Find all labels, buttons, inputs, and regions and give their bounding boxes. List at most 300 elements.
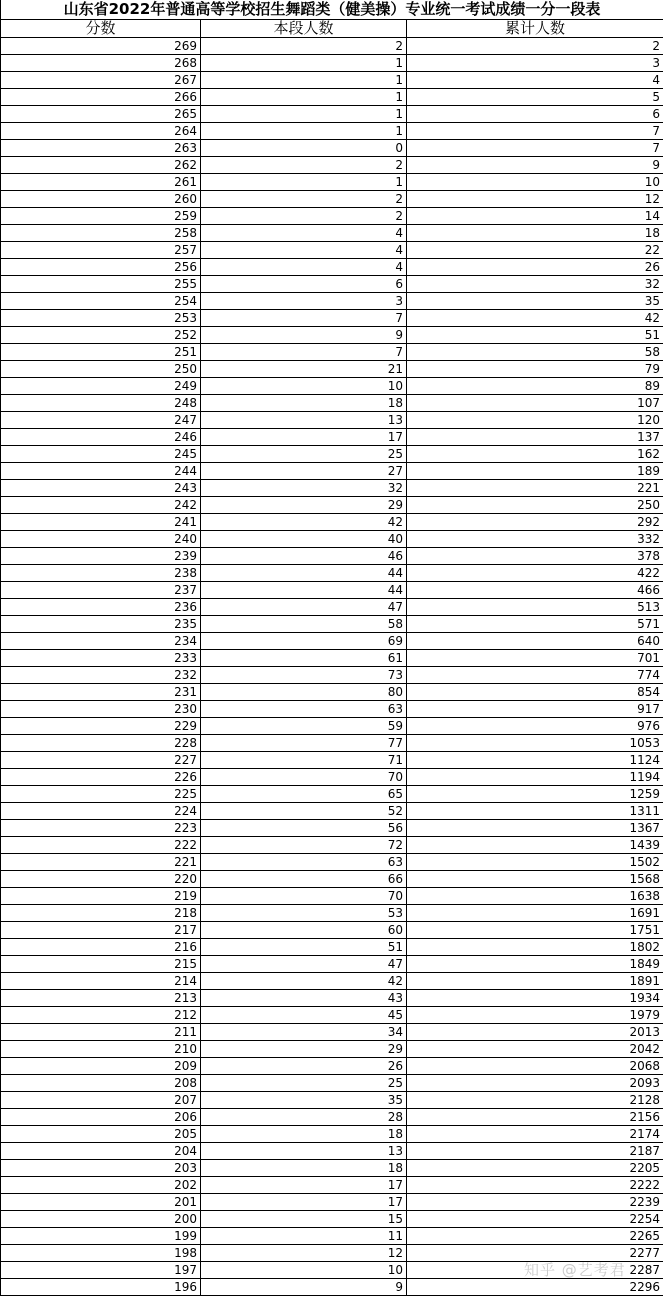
table-row [1, 224, 663, 241]
cumulative-cell: 35 [407, 292, 663, 309]
count-cell: 44 [201, 581, 407, 598]
count-cell: 73 [201, 666, 407, 683]
table-row [1, 819, 663, 836]
column-header-score: 分数 [1, 19, 201, 37]
score-cell: 263 [1, 139, 201, 156]
cumulative-cell: 51 [407, 326, 663, 343]
score-cell: 267 [1, 71, 201, 88]
table-row [1, 428, 663, 445]
cumulative-cell: 5 [407, 88, 663, 105]
count-cell: 1 [201, 71, 407, 88]
count-cell: 43 [201, 989, 407, 1006]
count-cell: 17 [201, 428, 407, 445]
table-row [1, 207, 663, 224]
count-cell: 52 [201, 802, 407, 819]
table-row [1, 1057, 663, 1074]
count-cell: 1 [201, 105, 407, 122]
score-cell: 232 [1, 666, 201, 683]
table-row [1, 1006, 663, 1023]
score-cell: 225 [1, 785, 201, 802]
table-row [1, 513, 663, 530]
table-row [1, 156, 663, 173]
count-cell: 42 [201, 513, 407, 530]
count-cell: 17 [201, 1193, 407, 1210]
table-row [1, 1261, 663, 1278]
cumulative-cell: 1979 [407, 1006, 663, 1023]
count-cell: 0 [201, 139, 407, 156]
count-cell: 6 [201, 275, 407, 292]
score-cell: 249 [1, 377, 201, 394]
table-row [1, 768, 663, 785]
table-row [1, 666, 663, 683]
cumulative-cell: 10 [407, 173, 663, 190]
score-cell: 214 [1, 972, 201, 989]
cumulative-cell: 466 [407, 581, 663, 598]
table-row [1, 394, 663, 411]
cumulative-cell: 854 [407, 683, 663, 700]
table-row [1, 1193, 663, 1210]
count-cell: 51 [201, 938, 407, 955]
cumulative-cell: 378 [407, 547, 663, 564]
count-cell: 25 [201, 445, 407, 462]
count-cell: 2 [201, 207, 407, 224]
cumulative-cell: 2265 [407, 1227, 663, 1244]
count-cell: 12 [201, 1244, 407, 1261]
cumulative-cell: 89 [407, 377, 663, 394]
table-row [1, 836, 663, 853]
cumulative-cell: 976 [407, 717, 663, 734]
table-row [1, 785, 663, 802]
cumulative-cell: 14 [407, 207, 663, 224]
table-row [1, 1244, 663, 1261]
table-row [1, 683, 663, 700]
score-cell: 228 [1, 734, 201, 751]
count-cell: 42 [201, 972, 407, 989]
table-row [1, 581, 663, 598]
cumulative-cell: 7 [407, 122, 663, 139]
cumulative-cell: 1802 [407, 938, 663, 955]
count-cell: 1 [201, 54, 407, 71]
cumulative-cell: 1259 [407, 785, 663, 802]
count-cell: 9 [201, 1278, 407, 1295]
cumulative-cell: 2205 [407, 1159, 663, 1176]
table-row [1, 54, 663, 71]
cumulative-cell: 571 [407, 615, 663, 632]
count-cell: 65 [201, 785, 407, 802]
count-cell: 7 [201, 309, 407, 326]
cumulative-cell: 189 [407, 462, 663, 479]
cumulative-cell: 1439 [407, 836, 663, 853]
table-row [1, 1210, 663, 1227]
score-cell: 200 [1, 1210, 201, 1227]
table-row [1, 309, 663, 326]
table-row [1, 377, 663, 394]
count-cell: 10 [201, 377, 407, 394]
table-row [1, 989, 663, 1006]
count-cell: 4 [201, 241, 407, 258]
table-row [1, 139, 663, 156]
count-cell: 1 [201, 173, 407, 190]
cumulative-cell: 2042 [407, 1040, 663, 1057]
cumulative-cell: 32 [407, 275, 663, 292]
cumulative-cell: 513 [407, 598, 663, 615]
count-cell: 80 [201, 683, 407, 700]
table-row [1, 615, 663, 632]
cumulative-cell: 6 [407, 105, 663, 122]
cumulative-cell: 1502 [407, 853, 663, 870]
cumulative-cell: 2128 [407, 1091, 663, 1108]
score-cell: 212 [1, 1006, 201, 1023]
score-cell: 204 [1, 1142, 201, 1159]
score-cell: 241 [1, 513, 201, 530]
score-cell: 210 [1, 1040, 201, 1057]
score-cell: 206 [1, 1108, 201, 1125]
table-row [1, 258, 663, 275]
score-cell: 211 [1, 1023, 201, 1040]
score-cell: 226 [1, 768, 201, 785]
count-cell: 63 [201, 700, 407, 717]
cumulative-cell: 58 [407, 343, 663, 360]
count-cell: 72 [201, 836, 407, 853]
table-row [1, 1023, 663, 1040]
score-cell: 208 [1, 1074, 201, 1091]
score-cell: 196 [1, 1278, 201, 1295]
table-row [1, 88, 663, 105]
table-row [1, 496, 663, 513]
cumulative-cell: 1751 [407, 921, 663, 938]
table-row [1, 1108, 663, 1125]
table-row [1, 105, 663, 122]
score-cell: 265 [1, 105, 201, 122]
table-row [1, 904, 663, 921]
count-cell: 29 [201, 496, 407, 513]
cumulative-cell: 2013 [407, 1023, 663, 1040]
count-cell: 32 [201, 479, 407, 496]
score-cell: 254 [1, 292, 201, 309]
count-cell: 71 [201, 751, 407, 768]
cumulative-cell: 22 [407, 241, 663, 258]
count-cell: 70 [201, 768, 407, 785]
cumulative-cell: 107 [407, 394, 663, 411]
count-cell: 70 [201, 887, 407, 904]
cumulative-cell: 1053 [407, 734, 663, 751]
score-cell: 203 [1, 1159, 201, 1176]
count-cell: 44 [201, 564, 407, 581]
table-title: 山东省2022年普通高等学校招生舞蹈类（健美操）专业统一考试成绩一分一段表 [1, 0, 663, 19]
cumulative-cell: 2296 [407, 1278, 663, 1295]
table-row [1, 734, 663, 751]
table-row [1, 802, 663, 819]
count-cell: 29 [201, 1040, 407, 1057]
count-cell: 27 [201, 462, 407, 479]
score-cell: 248 [1, 394, 201, 411]
score-cell: 239 [1, 547, 201, 564]
table-row [1, 1074, 663, 1091]
count-cell: 10 [201, 1261, 407, 1278]
count-cell: 4 [201, 224, 407, 241]
count-cell: 40 [201, 530, 407, 547]
score-cell: 243 [1, 479, 201, 496]
cumulative-cell: 2 [407, 37, 663, 54]
cumulative-cell: 7 [407, 139, 663, 156]
cumulative-cell: 2239 [407, 1193, 663, 1210]
cumulative-cell: 137 [407, 428, 663, 445]
score-cell: 197 [1, 1261, 201, 1278]
count-cell: 25 [201, 1074, 407, 1091]
score-cell: 209 [1, 1057, 201, 1074]
table-row [1, 479, 663, 496]
table-row [1, 275, 663, 292]
cumulative-cell: 332 [407, 530, 663, 547]
table-row [1, 887, 663, 904]
table-row [1, 632, 663, 649]
cumulative-cell: 2156 [407, 1108, 663, 1125]
score-cell: 220 [1, 870, 201, 887]
cumulative-cell: 1124 [407, 751, 663, 768]
score-cell: 229 [1, 717, 201, 734]
score-cell: 237 [1, 581, 201, 598]
cumulative-cell: 2093 [407, 1074, 663, 1091]
table-body [1, 37, 663, 1295]
score-cell: 227 [1, 751, 201, 768]
score-cell: 202 [1, 1176, 201, 1193]
count-cell: 60 [201, 921, 407, 938]
score-cell: 261 [1, 173, 201, 190]
cumulative-cell: 18 [407, 224, 663, 241]
cumulative-cell: 2222 [407, 1176, 663, 1193]
score-cell: 247 [1, 411, 201, 428]
cumulative-cell: 12 [407, 190, 663, 207]
count-cell: 63 [201, 853, 407, 870]
header-row [1, 19, 663, 37]
count-cell: 2 [201, 190, 407, 207]
count-cell: 13 [201, 411, 407, 428]
count-cell: 18 [201, 394, 407, 411]
score-cell: 205 [1, 1125, 201, 1142]
score-cell: 250 [1, 360, 201, 377]
score-cell: 207 [1, 1091, 201, 1108]
count-cell: 18 [201, 1125, 407, 1142]
table-row [1, 1159, 663, 1176]
cumulative-cell: 1367 [407, 819, 663, 836]
cumulative-cell: 917 [407, 700, 663, 717]
count-cell: 1 [201, 88, 407, 105]
count-cell: 77 [201, 734, 407, 751]
cumulative-cell: 1934 [407, 989, 663, 1006]
count-cell: 21 [201, 360, 407, 377]
table-row [1, 1091, 663, 1108]
table-row [1, 955, 663, 972]
score-cell: 231 [1, 683, 201, 700]
score-cell: 236 [1, 598, 201, 615]
cumulative-cell: 2174 [407, 1125, 663, 1142]
cumulative-cell: 26 [407, 258, 663, 275]
table-row [1, 564, 663, 581]
count-cell: 26 [201, 1057, 407, 1074]
count-cell: 59 [201, 717, 407, 734]
cumulative-cell: 2287 [407, 1261, 663, 1278]
title-row [1, 0, 663, 19]
cumulative-cell: 2068 [407, 1057, 663, 1074]
count-cell: 58 [201, 615, 407, 632]
count-cell: 28 [201, 1108, 407, 1125]
count-cell: 1 [201, 122, 407, 139]
cumulative-cell: 1891 [407, 972, 663, 989]
score-cell: 269 [1, 37, 201, 54]
score-cell: 233 [1, 649, 201, 666]
table-row [1, 122, 663, 139]
count-cell: 61 [201, 649, 407, 666]
score-cell: 251 [1, 343, 201, 360]
score-cell: 259 [1, 207, 201, 224]
score-cell: 244 [1, 462, 201, 479]
table-row [1, 547, 663, 564]
table-row [1, 411, 663, 428]
cumulative-cell: 2187 [407, 1142, 663, 1159]
watermark: 知乎 @艺考君 [524, 1261, 626, 1279]
score-cell: 224 [1, 802, 201, 819]
cumulative-cell: 1194 [407, 768, 663, 785]
table-row [1, 71, 663, 88]
column-header-count: 本段人数 [201, 19, 407, 37]
cumulative-cell: 9 [407, 156, 663, 173]
score-cell: 253 [1, 309, 201, 326]
table-row [1, 751, 663, 768]
cumulative-cell: 422 [407, 564, 663, 581]
cumulative-cell: 2277 [407, 1244, 663, 1261]
count-cell: 4 [201, 258, 407, 275]
table-row [1, 938, 663, 955]
count-cell: 17 [201, 1176, 407, 1193]
table-row [1, 1142, 663, 1159]
column-header-cumulative: 累计人数 [407, 19, 663, 37]
score-cell: 235 [1, 615, 201, 632]
count-cell: 47 [201, 955, 407, 972]
count-cell: 66 [201, 870, 407, 887]
count-cell: 46 [201, 547, 407, 564]
score-cell: 246 [1, 428, 201, 445]
count-cell: 56 [201, 819, 407, 836]
score-cell: 255 [1, 275, 201, 292]
cumulative-cell: 292 [407, 513, 663, 530]
cumulative-cell: 3 [407, 54, 663, 71]
count-cell: 18 [201, 1159, 407, 1176]
count-cell: 2 [201, 37, 407, 54]
table-row [1, 1278, 663, 1295]
table-row [1, 241, 663, 258]
score-cell: 230 [1, 700, 201, 717]
score-cell: 223 [1, 819, 201, 836]
score-cell: 258 [1, 224, 201, 241]
score-cell: 245 [1, 445, 201, 462]
table-row [1, 37, 663, 54]
count-cell: 34 [201, 1023, 407, 1040]
cumulative-cell: 1849 [407, 955, 663, 972]
score-cell: 268 [1, 54, 201, 71]
cumulative-cell: 1691 [407, 904, 663, 921]
table-row [1, 972, 663, 989]
cumulative-cell: 640 [407, 632, 663, 649]
count-cell: 15 [201, 1210, 407, 1227]
table-row [1, 462, 663, 479]
cumulative-cell: 221 [407, 479, 663, 496]
cumulative-cell: 2254 [407, 1210, 663, 1227]
score-cell: 199 [1, 1227, 201, 1244]
score-cell: 240 [1, 530, 201, 547]
table-row [1, 530, 663, 547]
score-cell: 201 [1, 1193, 201, 1210]
table-row [1, 598, 663, 615]
score-cell: 264 [1, 122, 201, 139]
table-row [1, 1227, 663, 1244]
count-cell: 69 [201, 632, 407, 649]
cumulative-cell: 774 [407, 666, 663, 683]
cumulative-cell: 1638 [407, 887, 663, 904]
cumulative-cell: 42 [407, 309, 663, 326]
table-row [1, 343, 663, 360]
table-row [1, 190, 663, 207]
score-cell: 217 [1, 921, 201, 938]
cumulative-cell: 250 [407, 496, 663, 513]
cumulative-cell: 1568 [407, 870, 663, 887]
table-row [1, 870, 663, 887]
table-row [1, 292, 663, 309]
cumulative-cell: 162 [407, 445, 663, 462]
count-cell: 13 [201, 1142, 407, 1159]
table-row [1, 1125, 663, 1142]
count-cell: 45 [201, 1006, 407, 1023]
score-cell: 221 [1, 853, 201, 870]
table-row [1, 853, 663, 870]
score-cell: 260 [1, 190, 201, 207]
score-cell: 219 [1, 887, 201, 904]
count-cell: 35 [201, 1091, 407, 1108]
table-row [1, 921, 663, 938]
table-row [1, 649, 663, 666]
count-cell: 7 [201, 343, 407, 360]
score-cell: 256 [1, 258, 201, 275]
score-cell: 242 [1, 496, 201, 513]
table-row [1, 360, 663, 377]
table-row [1, 1176, 663, 1193]
score-cell: 234 [1, 632, 201, 649]
cumulative-cell: 79 [407, 360, 663, 377]
cumulative-cell: 701 [407, 649, 663, 666]
score-cell: 213 [1, 989, 201, 1006]
score-cell: 198 [1, 1244, 201, 1261]
score-cell: 218 [1, 904, 201, 921]
count-cell: 47 [201, 598, 407, 615]
table-row [1, 700, 663, 717]
score-cell: 216 [1, 938, 201, 955]
table-row [1, 717, 663, 734]
score-cell: 215 [1, 955, 201, 972]
count-cell: 11 [201, 1227, 407, 1244]
table-row [1, 1040, 663, 1057]
cumulative-cell: 4 [407, 71, 663, 88]
table-row [1, 173, 663, 190]
score-cell: 238 [1, 564, 201, 581]
score-cell: 262 [1, 156, 201, 173]
cumulative-cell: 120 [407, 411, 663, 428]
count-cell: 2 [201, 156, 407, 173]
table-row [1, 326, 663, 343]
table-row [1, 445, 663, 462]
count-cell: 3 [201, 292, 407, 309]
score-cell: 252 [1, 326, 201, 343]
count-cell: 53 [201, 904, 407, 921]
count-cell: 9 [201, 326, 407, 343]
